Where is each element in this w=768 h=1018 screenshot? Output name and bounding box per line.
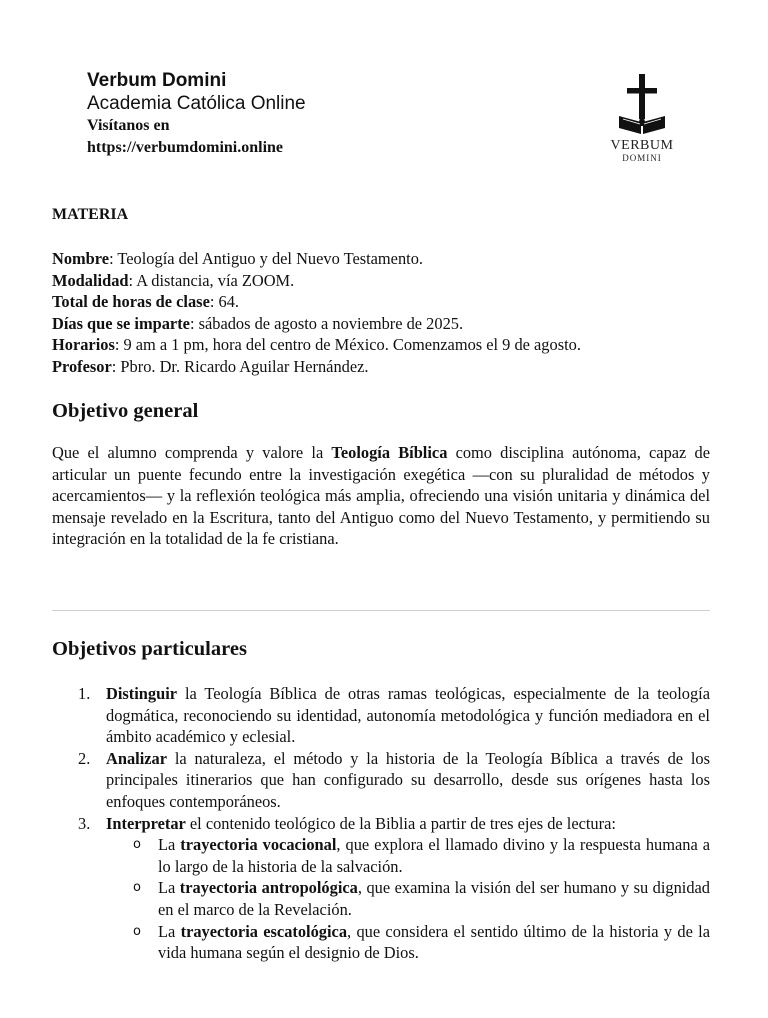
info-value: : 9 am a 1 pm, hora del centro de México. Comenzamos el 9 de agosto.	[114, 335, 581, 355]
item-text: el contenido teológico de la Biblia a partir de tres ejes de lectura:	[185, 813, 616, 833]
info-row-modalidad	[52, 270, 732, 292]
item-keyword: Analizar	[106, 748, 168, 768]
info-label: Total de horas de clase	[52, 292, 210, 312]
list-number: 3.	[78, 813, 91, 833]
logo-text-verbum: VERBUM	[610, 138, 674, 153]
info-value: : A distancia, vía ZOOM.	[128, 270, 295, 290]
objetivo-general-text	[52, 442, 710, 550]
text: La	[158, 835, 181, 855]
cross-bible-icon	[616, 72, 668, 136]
info-label: Nombre	[52, 249, 110, 268]
list-number: 1.	[78, 684, 91, 703]
text: La	[158, 921, 181, 941]
info-value: : 64.	[209, 292, 239, 312]
list-item	[52, 748, 710, 813]
list-item	[52, 813, 710, 964]
list-number: 2.	[78, 748, 91, 768]
academy-subtitle: Academia Católica Online	[87, 93, 306, 114]
text: , que examina la visión del ser humano y su dignidad en el marco de la Revelación.	[158, 878, 711, 919]
text-bold: Teología Bíblica	[331, 443, 448, 462]
list-item	[52, 683, 710, 748]
logo-text-domini: DOMINI	[622, 153, 662, 163]
info-row-dias	[52, 313, 732, 335]
sub-list-item	[106, 877, 710, 920]
header	[87, 69, 306, 159]
info-label: Modalidad	[52, 270, 129, 290]
info-value: : sábados de agosto a noviembre de 2025.	[189, 313, 464, 333]
text-bold: trayectoria antropológica	[179, 878, 358, 898]
item-keyword: Distinguir	[106, 684, 178, 703]
info-label: Profesor	[52, 356, 112, 376]
course-info	[52, 248, 732, 378]
bullet-icon: o	[133, 923, 141, 939]
sub-list	[106, 834, 710, 964]
info-label: Días que se imparte	[52, 313, 190, 333]
info-row-nombre	[52, 248, 732, 270]
item-text: la Teología Bíblica de otras ramas teológicas, especialmente de la teología dogmática, reconociendo su identidad, autonomía metodológica y función mediadora en el ámbito académico y eclesial.	[106, 684, 710, 747]
heading-objetivos-particulares: Objetivos particulares	[52, 638, 247, 660]
text: , que explora el llamado divino y la respuesta humana a lo largo de la historia de la salvación.	[158, 835, 711, 876]
text: como disciplina autónoma, capaz de articular un puente fecundo entre la investigación exegética —con su pluralidad de métodos y acercamientos— y la reflexión teológica más amplia, ofreciendo una visión unitaria y dinámica del mensaje revelado en la Escritura, tanto del Antiguo como del Nuevo Testamento, y permitiendo su integración en la totalidad de la fe cristiana.	[52, 443, 710, 549]
divider	[52, 610, 710, 611]
item-text: la naturaleza, el método y la historia de la Teología Bíblica a través de los principales itinerarios que han configurado su desarrollo, desde sus orígenes hasta los enfoques contemporáneos.	[106, 748, 710, 811]
sub-list-item	[106, 834, 710, 877]
info-row-profesor	[52, 356, 732, 378]
website-url: https://verbumdomini.online	[87, 139, 284, 156]
info-value: : Pbro. Dr. Ricardo Aguilar Hernández.	[111, 356, 369, 376]
info-label: Horarios	[52, 335, 115, 355]
heading-objetivo-general: Objetivo general	[52, 400, 199, 422]
text: La	[158, 878, 180, 898]
visit-label: Visítanos en	[87, 117, 170, 134]
text: , que considera el sentido último de la historia y de la vida humana según el designio de Dios.	[158, 921, 710, 963]
item-keyword: Interpretar	[106, 813, 186, 833]
section-label-materia: MATERIA	[52, 206, 129, 223]
logo	[604, 72, 680, 163]
objetivos-list	[52, 683, 710, 964]
text-bold: trayectoria escatológica	[180, 921, 348, 941]
sub-list-item	[106, 921, 710, 964]
bullet-icon: o	[133, 880, 141, 896]
info-row-horarios	[52, 334, 732, 356]
info-value: : Teología del Antiguo y del Nuevo Testamento.	[109, 249, 423, 268]
text: Que el alumno comprenda y valore la	[52, 443, 332, 462]
bullet-icon: o	[133, 837, 141, 853]
text-bold: trayectoria vocacional	[180, 835, 337, 855]
info-row-horas	[52, 291, 732, 313]
academy-name: Verbum Domini	[87, 70, 227, 91]
